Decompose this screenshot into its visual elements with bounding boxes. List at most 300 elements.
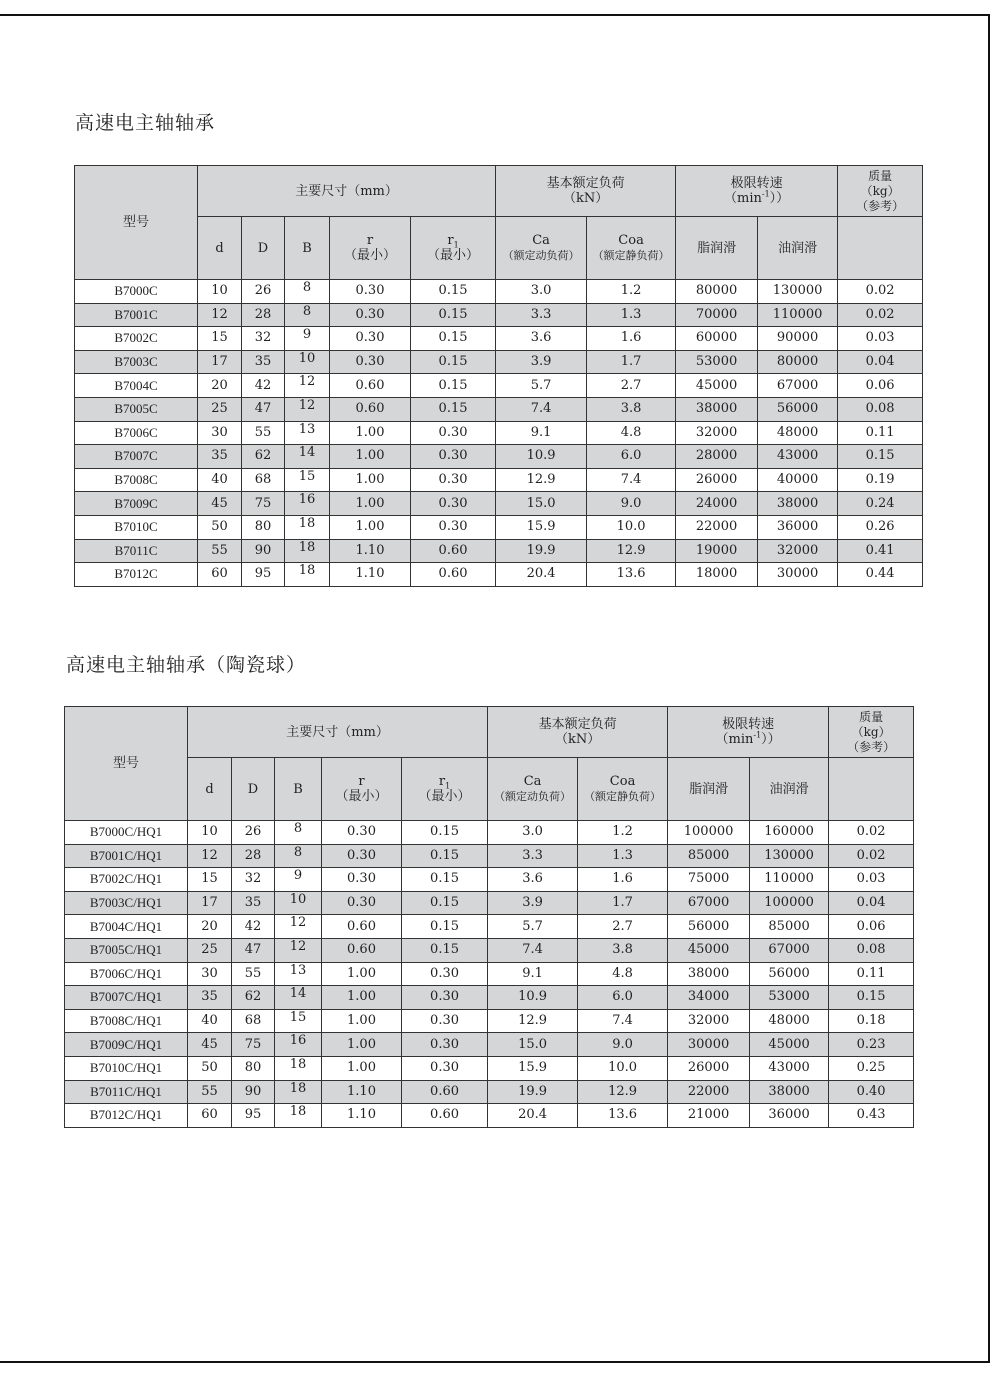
coa-sub: （额定静负荷） <box>584 790 662 803</box>
cell-mass: 0.23 <box>829 1033 914 1057</box>
cell-model: B7005C/HQ1 <box>65 938 188 962</box>
cell-oil-speed: 43000 <box>750 1056 829 1080</box>
cell-oil-speed: 130000 <box>750 844 829 868</box>
cell-B: 9 <box>275 868 322 892</box>
header-load <box>496 166 676 217</box>
cell-r: 1.00 <box>322 986 402 1010</box>
cell-mass: 0.41 <box>838 539 923 563</box>
cell-oil-speed: 110000 <box>750 868 829 892</box>
cell-oil-speed: 130000 <box>758 280 838 304</box>
cell-D: 35 <box>242 350 285 374</box>
cell-model: B7008C/HQ1 <box>65 1009 188 1033</box>
cell-ca: 15.0 <box>496 492 587 516</box>
cell-B: 18 <box>285 515 330 539</box>
cell-B: 8 <box>285 303 330 327</box>
cell-D: 90 <box>232 1080 275 1104</box>
cell-oil-speed: 56000 <box>750 962 829 986</box>
cell-mass: 0.03 <box>838 327 923 351</box>
cell-grease-speed: 26000 <box>676 468 758 492</box>
cell-D: 95 <box>232 1104 275 1128</box>
cell-r: 0.30 <box>322 868 402 892</box>
cell-oil-speed: 48000 <box>758 421 838 445</box>
cell-r1: 0.60 <box>402 1080 488 1104</box>
cell-model: B7001C <box>75 303 198 327</box>
cell-mass: 0.02 <box>838 280 923 304</box>
cell-grease-speed: 22000 <box>668 1080 750 1104</box>
cell-r1: 0.15 <box>411 327 496 351</box>
table-row <box>75 421 923 445</box>
cell-d: 45 <box>188 1033 232 1057</box>
cell-ca: 15.0 <box>488 1033 578 1057</box>
cell-model: B7010C/HQ1 <box>65 1056 188 1080</box>
header-model: 型号 <box>65 707 188 821</box>
cell-B: 18 <box>285 563 330 587</box>
cell-grease-speed: 60000 <box>676 327 758 351</box>
cell-mass: 0.02 <box>829 844 914 868</box>
cell-ca: 19.9 <box>488 1080 578 1104</box>
cell-oil-speed: 48000 <box>750 1009 829 1033</box>
cell-B: 8 <box>275 821 322 845</box>
cell-ca: 7.4 <box>488 938 578 962</box>
cell-r: 1.00 <box>322 1056 402 1080</box>
cell-grease-speed: 75000 <box>668 868 750 892</box>
cell-B: 12 <box>285 397 330 421</box>
cell-model: B7011C <box>75 539 198 563</box>
cell-r1: 0.15 <box>411 303 496 327</box>
cell-model: B7003C <box>75 350 198 374</box>
cell-oil-speed: 36000 <box>758 515 838 539</box>
cell-coa: 2.7 <box>587 374 676 398</box>
cell-coa: 9.0 <box>578 1033 668 1057</box>
cell-mass: 0.18 <box>829 1009 914 1033</box>
cell-mass: 0.15 <box>829 986 914 1010</box>
cell-oil-speed: 85000 <box>750 915 829 939</box>
cell-oil-speed: 38000 <box>758 492 838 516</box>
cell-model: B7007C <box>75 445 198 469</box>
cell-grease-speed: 30000 <box>668 1033 750 1057</box>
cell-r1: 0.30 <box>402 1009 488 1033</box>
cell-grease-speed: 18000 <box>676 563 758 587</box>
cell-B: 12 <box>275 915 322 939</box>
cell-ca: 15.9 <box>488 1056 578 1080</box>
cell-oil-speed: 40000 <box>758 468 838 492</box>
cell-coa: 13.6 <box>587 563 676 587</box>
coa-sub: （额定静负荷） <box>592 249 670 262</box>
cell-coa: 1.7 <box>587 350 676 374</box>
cell-ca: 3.0 <box>496 280 587 304</box>
cell-r1: 0.30 <box>411 421 496 445</box>
table-body <box>65 821 914 1128</box>
table-row <box>65 1080 914 1104</box>
cell-ca: 3.6 <box>488 868 578 892</box>
table-row <box>65 844 914 868</box>
header-speed <box>668 707 829 758</box>
cell-oil-speed: 45000 <box>750 1033 829 1057</box>
cell-r1: 0.15 <box>411 397 496 421</box>
header-r1 <box>411 217 496 280</box>
cell-D: 55 <box>242 421 285 445</box>
cell-mass: 0.02 <box>829 821 914 845</box>
cell-model: B7008C <box>75 468 198 492</box>
cell-model: B7012C/HQ1 <box>65 1104 188 1128</box>
cell-ca: 12.9 <box>488 1009 578 1033</box>
r1-sub: 1 <box>453 240 459 250</box>
cell-r: 0.60 <box>330 374 411 398</box>
cell-grease-speed: 45000 <box>668 938 750 962</box>
load-unit: （kN） <box>562 191 609 206</box>
table-row <box>65 1056 914 1080</box>
header-B: B <box>275 758 322 821</box>
cell-model: B7006C <box>75 421 198 445</box>
cell-grease-speed: 21000 <box>668 1104 750 1128</box>
table-row <box>75 280 923 304</box>
cell-oil-speed: 43000 <box>758 445 838 469</box>
cell-r1: 0.60 <box>411 563 496 587</box>
header-main-dims: 主要尺寸（mm） <box>198 166 496 217</box>
cell-r1: 0.15 <box>411 350 496 374</box>
cell-r: 1.00 <box>322 962 402 986</box>
cell-grease-speed: 38000 <box>676 397 758 421</box>
cell-B: 18 <box>275 1080 322 1104</box>
cell-D: 62 <box>232 986 275 1010</box>
cell-d: 40 <box>198 468 242 492</box>
cell-D: 75 <box>242 492 285 516</box>
mass-title: 质量 <box>868 168 893 183</box>
mass-unit: （kg） <box>851 724 891 739</box>
cell-mass: 0.11 <box>829 962 914 986</box>
cell-r1: 0.30 <box>411 445 496 469</box>
cell-B: 13 <box>275 962 322 986</box>
cell-d: 10 <box>198 280 242 304</box>
table-body <box>75 280 923 587</box>
cell-r1: 0.15 <box>411 374 496 398</box>
cell-oil-speed: 53000 <box>750 986 829 1010</box>
header-D: D <box>232 758 275 821</box>
table-row <box>75 374 923 398</box>
cell-model: B7005C <box>75 397 198 421</box>
cell-grease-speed: 32000 <box>676 421 758 445</box>
cell-mass: 0.15 <box>838 445 923 469</box>
cell-model: B7006C/HQ1 <box>65 962 188 986</box>
cell-r: 0.30 <box>322 891 402 915</box>
cell-d: 30 <box>198 421 242 445</box>
cell-D: 68 <box>242 468 285 492</box>
cell-D: 26 <box>232 821 275 845</box>
cell-d: 60 <box>188 1104 232 1128</box>
header-r <box>330 217 411 280</box>
section-title-standard: 高速电主轴轴承 <box>75 112 216 134</box>
cell-r: 1.10 <box>322 1104 402 1128</box>
cell-B: 16 <box>275 1033 322 1057</box>
cell-model: B7004C/HQ1 <box>65 915 188 939</box>
cell-ca: 3.3 <box>496 303 587 327</box>
table-row <box>65 1009 914 1033</box>
cell-B: 9 <box>285 327 330 351</box>
cell-oil-speed: 160000 <box>750 821 829 845</box>
cell-coa: 1.7 <box>578 891 668 915</box>
cell-d: 20 <box>198 374 242 398</box>
cell-model: B7010C <box>75 515 198 539</box>
cell-D: 80 <box>242 515 285 539</box>
header-ca <box>488 758 578 821</box>
cell-r1: 0.30 <box>411 492 496 516</box>
cell-grease-speed: 56000 <box>668 915 750 939</box>
cell-mass: 0.02 <box>838 303 923 327</box>
cell-r: 1.00 <box>330 492 411 516</box>
cell-r: 0.60 <box>322 915 402 939</box>
cell-d: 55 <box>198 539 242 563</box>
table-row <box>75 303 923 327</box>
cell-d: 20 <box>188 915 232 939</box>
cell-d: 30 <box>188 962 232 986</box>
cell-mass: 0.06 <box>838 374 923 398</box>
cell-model: B7001C/HQ1 <box>65 844 188 868</box>
cell-D: 47 <box>232 938 275 962</box>
cell-r1: 0.30 <box>402 986 488 1010</box>
cell-model: B7009C/HQ1 <box>65 1033 188 1057</box>
header-grease: 脂润滑 <box>668 758 750 821</box>
cell-ca: 20.4 <box>488 1104 578 1128</box>
cell-D: 62 <box>242 445 285 469</box>
cell-r: 0.30 <box>330 280 411 304</box>
cell-B: 12 <box>275 938 322 962</box>
speed-unit-post: ）） <box>769 191 790 206</box>
table-row <box>75 539 923 563</box>
cell-grease-speed: 70000 <box>676 303 758 327</box>
table-row <box>65 891 914 915</box>
speed-unit <box>716 732 781 747</box>
cell-r1: 0.60 <box>402 1104 488 1128</box>
cell-r: 1.10 <box>330 563 411 587</box>
cell-coa: 2.7 <box>578 915 668 939</box>
table-row <box>65 821 914 845</box>
cell-D: 32 <box>242 327 285 351</box>
cell-model: B7002C/HQ1 <box>65 868 188 892</box>
cell-D: 80 <box>232 1056 275 1080</box>
cell-B: 8 <box>275 844 322 868</box>
cell-model: B7000C/HQ1 <box>65 821 188 845</box>
header-mass <box>838 166 923 217</box>
ca-sub: （额定动负荷） <box>494 790 572 803</box>
mass-title: 质量 <box>859 709 884 724</box>
speed-unit-pre: （min <box>715 732 754 747</box>
cell-B: 14 <box>285 445 330 469</box>
cell-coa: 1.2 <box>578 821 668 845</box>
cell-r1: 0.15 <box>411 280 496 304</box>
cell-coa: 9.0 <box>587 492 676 516</box>
cell-ca: 3.3 <box>488 844 578 868</box>
cell-r1: 0.15 <box>402 915 488 939</box>
cell-B: 18 <box>275 1056 322 1080</box>
cell-d: 15 <box>188 868 232 892</box>
cell-grease-speed: 85000 <box>668 844 750 868</box>
cell-grease-speed: 100000 <box>668 821 750 845</box>
cell-model: B7012C <box>75 563 198 587</box>
cell-B: 15 <box>285 468 330 492</box>
cell-ca: 19.9 <box>496 539 587 563</box>
cell-grease-speed: 80000 <box>676 280 758 304</box>
cell-d: 50 <box>198 515 242 539</box>
cell-mass: 0.08 <box>829 938 914 962</box>
cell-oil-speed: 30000 <box>758 563 838 587</box>
speed-unit-post: ）） <box>761 732 781 747</box>
speed-title: 极限转速 <box>730 176 783 191</box>
cell-coa: 4.8 <box>578 962 668 986</box>
cell-r1: 0.15 <box>402 844 488 868</box>
cell-r: 0.60 <box>330 397 411 421</box>
header-r1 <box>402 758 488 821</box>
r-min: （最小） <box>335 789 388 804</box>
table-row <box>65 962 914 986</box>
coa-label: Coa <box>609 774 636 789</box>
cell-ca: 10.9 <box>488 986 578 1010</box>
cell-coa: 1.3 <box>587 303 676 327</box>
r1-label: r <box>438 774 446 789</box>
cell-model: B7007C/HQ1 <box>65 986 188 1010</box>
r-min: （最小） <box>343 248 396 263</box>
cell-mass: 0.11 <box>838 421 923 445</box>
cell-r: 1.00 <box>322 1033 402 1057</box>
table-row <box>75 492 923 516</box>
cell-B: 13 <box>285 421 330 445</box>
cell-coa: 4.8 <box>587 421 676 445</box>
cell-d: 55 <box>188 1080 232 1104</box>
header-ca <box>496 217 587 280</box>
cell-mass: 0.25 <box>829 1056 914 1080</box>
cell-ca: 3.9 <box>496 350 587 374</box>
table-row <box>75 327 923 351</box>
ca-label: Ca <box>523 774 542 789</box>
cell-coa: 13.6 <box>578 1104 668 1128</box>
cell-d: 12 <box>188 844 232 868</box>
header-d: d <box>188 758 232 821</box>
speed-title: 极限转速 <box>722 717 775 732</box>
header-coa <box>587 217 676 280</box>
cell-D: 28 <box>232 844 275 868</box>
cell-r1: 0.15 <box>402 821 488 845</box>
header-r <box>322 758 402 821</box>
cell-r: 0.30 <box>330 350 411 374</box>
cell-r1: 0.30 <box>402 1056 488 1080</box>
mass-unit: （kg） <box>860 183 900 198</box>
cell-oil-speed: 36000 <box>750 1104 829 1128</box>
header-mass-blank <box>829 758 914 821</box>
cell-B: 18 <box>275 1104 322 1128</box>
cell-r: 1.00 <box>330 445 411 469</box>
cell-model: B7002C <box>75 327 198 351</box>
cell-grease-speed: 24000 <box>676 492 758 516</box>
cell-ca: 5.7 <box>488 915 578 939</box>
cell-grease-speed: 28000 <box>676 445 758 469</box>
cell-mass: 0.08 <box>838 397 923 421</box>
cell-d: 50 <box>188 1056 232 1080</box>
cell-mass: 0.24 <box>838 492 923 516</box>
header-mass <box>829 707 914 758</box>
cell-ca: 5.7 <box>496 374 587 398</box>
cell-B: 8 <box>285 280 330 304</box>
cell-d: 40 <box>188 1009 232 1033</box>
cell-coa: 3.8 <box>578 938 668 962</box>
cell-r1: 0.30 <box>411 468 496 492</box>
cell-oil-speed: 56000 <box>758 397 838 421</box>
cell-ca: 3.0 <box>488 821 578 845</box>
cell-oil-speed: 90000 <box>758 327 838 351</box>
header-oil: 油润滑 <box>758 217 838 280</box>
r1-min: （最小） <box>418 789 471 804</box>
cell-oil-speed: 110000 <box>758 303 838 327</box>
cell-oil-speed: 67000 <box>758 374 838 398</box>
cell-d: 25 <box>198 397 242 421</box>
cell-mass: 0.04 <box>829 891 914 915</box>
speed-unit-sup: -1 <box>761 189 770 199</box>
ca-sub: （额定动负荷） <box>502 249 580 262</box>
cell-oil-speed: 38000 <box>750 1080 829 1104</box>
ca-label: Ca <box>532 233 550 248</box>
cell-grease-speed: 53000 <box>676 350 758 374</box>
cell-grease-speed: 45000 <box>676 374 758 398</box>
table-row <box>65 1104 914 1128</box>
cell-coa: 10.0 <box>578 1056 668 1080</box>
cell-r: 1.00 <box>330 468 411 492</box>
cell-grease-speed: 67000 <box>668 891 750 915</box>
mass-ref: （参考） <box>847 739 896 754</box>
cell-coa: 7.4 <box>587 468 676 492</box>
cell-r: 1.10 <box>322 1080 402 1104</box>
cell-r: 0.30 <box>322 821 402 845</box>
header-load <box>488 707 668 758</box>
cell-oil-speed: 100000 <box>750 891 829 915</box>
cell-B: 16 <box>285 492 330 516</box>
cell-D: 75 <box>232 1033 275 1057</box>
cell-r1: 0.30 <box>402 962 488 986</box>
cell-r: 0.30 <box>322 844 402 868</box>
cell-d: 15 <box>198 327 242 351</box>
cell-d: 60 <box>198 563 242 587</box>
cell-ca: 20.4 <box>496 563 587 587</box>
cell-coa: 12.9 <box>578 1080 668 1104</box>
load-title: 基本额定负荷 <box>546 176 625 191</box>
cell-D: 90 <box>242 539 285 563</box>
cell-model: B7009C <box>75 492 198 516</box>
cell-r: 0.30 <box>330 327 411 351</box>
table-header <box>75 166 923 280</box>
cell-D: 95 <box>242 563 285 587</box>
cell-ca: 12.9 <box>496 468 587 492</box>
r1-label: r <box>447 233 454 248</box>
cell-B: 12 <box>285 374 330 398</box>
cell-r1: 0.30 <box>402 1033 488 1057</box>
cell-d: 17 <box>198 350 242 374</box>
cell-D: 55 <box>232 962 275 986</box>
cell-B: 10 <box>275 891 322 915</box>
cell-D: 42 <box>232 915 275 939</box>
cell-ca: 15.9 <box>496 515 587 539</box>
table-row <box>65 1033 914 1057</box>
cell-B: 15 <box>275 1009 322 1033</box>
cell-r1: 0.15 <box>402 938 488 962</box>
header-mass-blank <box>838 217 923 280</box>
cell-oil-speed: 67000 <box>750 938 829 962</box>
cell-mass: 0.04 <box>838 350 923 374</box>
header-D: D <box>242 217 285 280</box>
cell-mass: 0.40 <box>829 1080 914 1104</box>
cell-coa: 1.6 <box>578 868 668 892</box>
cell-coa: 1.3 <box>578 844 668 868</box>
cell-D: 26 <box>242 280 285 304</box>
cell-mass: 0.26 <box>838 515 923 539</box>
cell-mass: 0.43 <box>829 1104 914 1128</box>
speed-unit-sup: -1 <box>753 730 762 740</box>
